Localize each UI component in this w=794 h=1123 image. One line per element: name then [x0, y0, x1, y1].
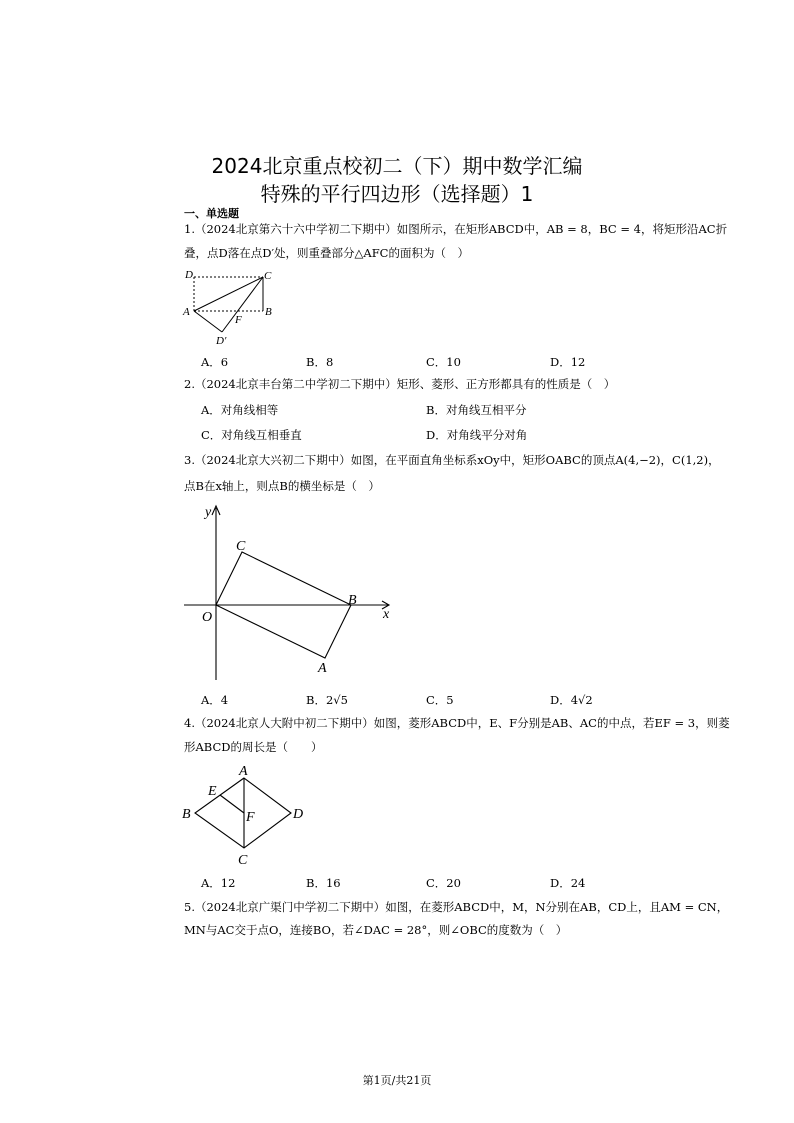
q5-text-line2: MN与AC交于点O，连接BO，若∠DAC = 28°，则∠OBC的度数为（ ） [184, 923, 568, 937]
q3-label-b: B [348, 593, 357, 608]
q3-option-c[interactable]: C．5 [426, 693, 454, 707]
q4-option-a[interactable]: A．12 [201, 876, 236, 890]
q4-text-line1: 4.（2024北京人大附中初二下期中）如图，菱形ABCD中，E、F分别是AB、AC的中点，若EF = 3，则菱 [184, 716, 730, 730]
q1-option-d[interactable]: D．12 [550, 355, 586, 369]
q4-text-line2: 形ABCD的周长是（ ） [184, 740, 323, 754]
section-heading: 一、单选题 [184, 207, 239, 220]
q4-label-d: D [293, 807, 304, 822]
q4-label-c: C [238, 853, 248, 867]
q4-option-c[interactable]: C．20 [426, 876, 461, 890]
q2-option-a[interactable]: A．对角线相等 [201, 403, 279, 417]
q1-edge-cd-prime [222, 277, 263, 332]
q3-label-c: C [236, 539, 246, 554]
q2-option-d[interactable]: D．对角线平分对角 [426, 428, 528, 442]
q3-option-a[interactable]: A．4 [201, 693, 229, 707]
q1-label-d-prime: D′ [216, 335, 227, 346]
q4-figure [178, 762, 313, 867]
q2-option-c[interactable]: C．对角线互相垂直 [201, 428, 302, 442]
q4-segment-ef [220, 795, 244, 813]
q4-label-b: B [182, 807, 191, 822]
q1-edge-ad-prime [194, 311, 222, 332]
q1-text-line1: 1.（2024北京第六十六中学初二下期中）如图所示，在矩形ABCD中，AB = 8，BC = 4，将矩形沿AC折 [184, 222, 728, 236]
q1-label-c: C [264, 270, 272, 282]
q1-diagonal-ac [194, 277, 263, 311]
q3-figure [176, 500, 406, 685]
q1-option-a[interactable]: A．6 [201, 355, 229, 369]
q3-option-b[interactable]: B．2√5 [306, 693, 348, 707]
q1-text-line2: 叠，点D落在点D′处，则重叠部分△AFC的面积为（ ） [184, 246, 469, 260]
document-title: 2024北京重点校初二（下）期中数学汇编 [211, 154, 583, 178]
q4-label-f: F [246, 810, 255, 825]
q3-label-x: x [383, 607, 390, 622]
q3-text-line1: 3.（2024北京大兴初二下期中）如图，在平面直角坐标系xOy中，矩形OABC的顶点A(4,−2)，C(1,2)， [184, 453, 720, 467]
q3-label-a: A [318, 661, 327, 676]
q3-label-o: O [202, 610, 213, 625]
q5-text-line1: 5.（2024北京广渠门中学初二下期中）如图，在菱形ABCD中，M，N分别在AB，CD上，且AM = CN， [184, 900, 729, 914]
q2-option-b[interactable]: B．对角线互相平分 [426, 403, 527, 417]
q4-option-d[interactable]: D．24 [550, 876, 586, 890]
q2-text-line1: 2.（2024北京丰台第二中学初二下期中）矩形、菱形、正方形都具有的性质是（ ） [184, 377, 616, 391]
q1-label-a: A [183, 306, 190, 318]
q4-label-e: E [208, 784, 217, 799]
page-footer: 第1页/共21页 [362, 1074, 432, 1087]
q1-figure [180, 266, 290, 346]
q4-label-a: A [239, 764, 248, 779]
q3-text-line2: 点B在x轴上，则点B的横坐标是（ ） [184, 479, 380, 493]
q1-label-d: D [185, 269, 193, 281]
q1-option-b[interactable]: B．8 [306, 355, 334, 369]
q1-option-c[interactable]: C．10 [426, 355, 461, 369]
q3-label-y: y [205, 505, 212, 520]
q1-label-f: F [235, 314, 242, 326]
document-subtitle: 特殊的平行四边形（选择题）1 [260, 182, 534, 206]
q4-option-b[interactable]: B．16 [306, 876, 341, 890]
q1-label-b: B [265, 306, 272, 318]
q3-option-d[interactable]: D．4√2 [550, 693, 593, 707]
